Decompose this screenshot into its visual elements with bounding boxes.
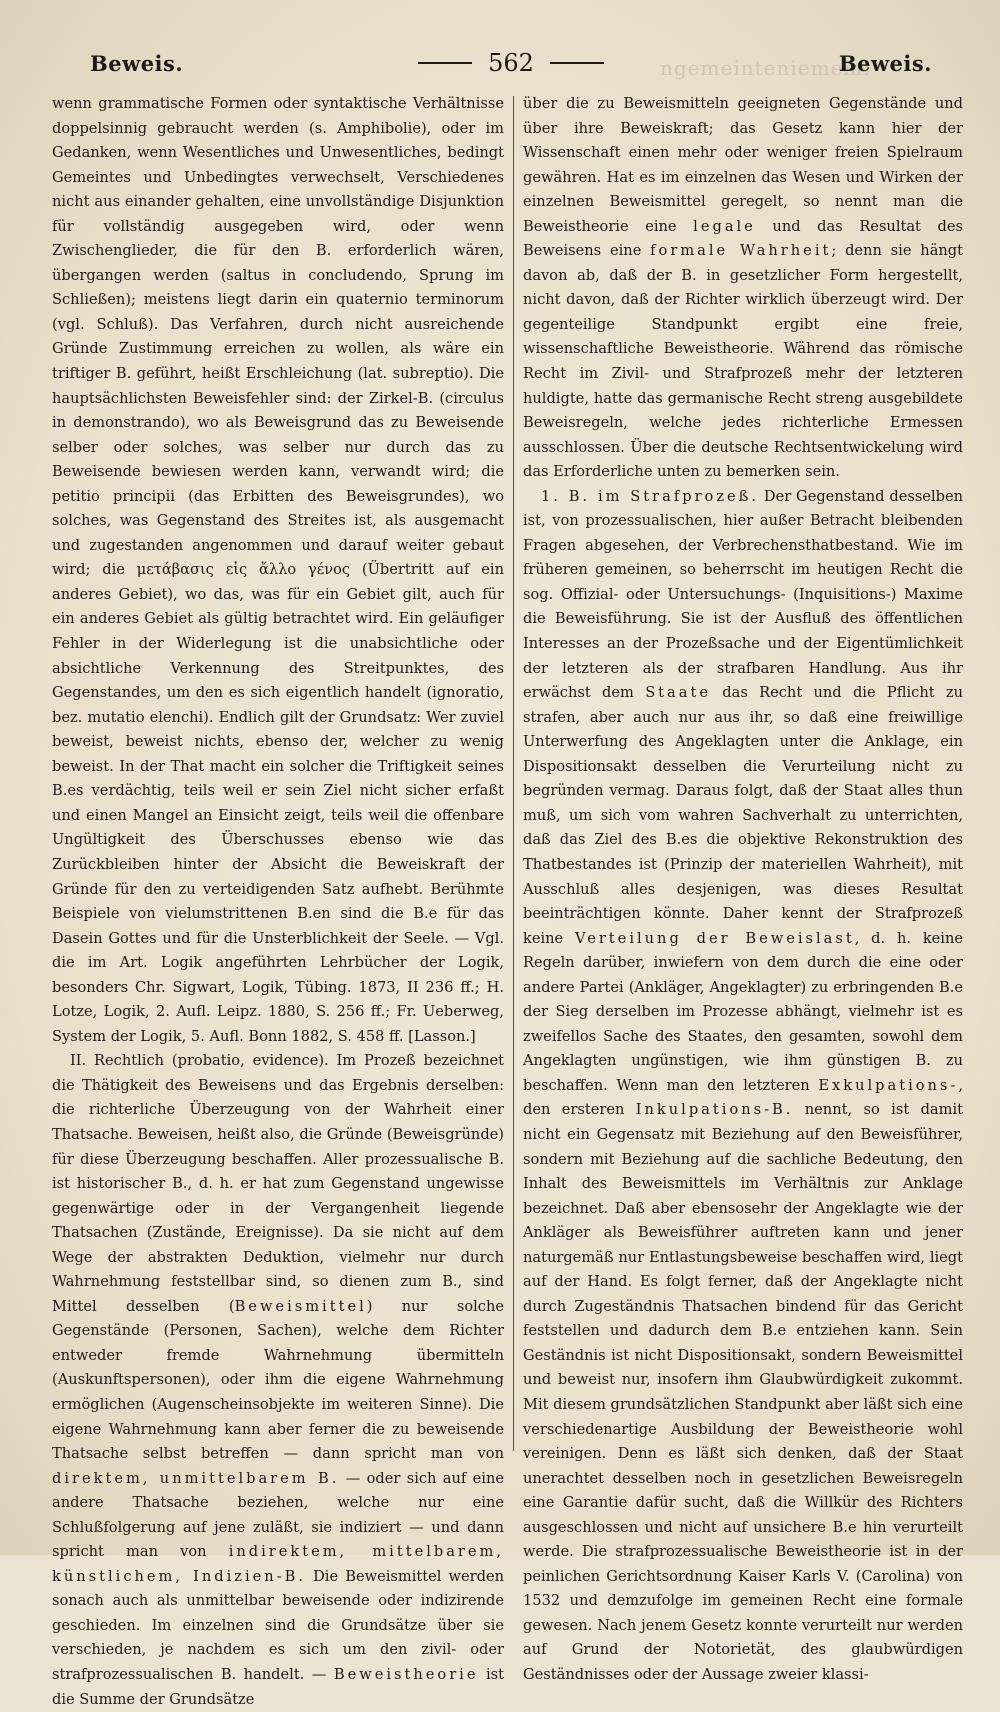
running-header (90, 40, 932, 86)
spaced-term: Beweistheorie (333, 1666, 479, 1683)
text-run: das Recht und die Pflicht zu strafen, aber auch nur aus ihr, so daß eine freiwillige Unterwerfung des Angeklagten unter die Anklage, ein Dispositionsakt desselben die Verurteilung nicht zu begründen vermag. Daraus folgt, daß der Staat alles thun muß, um sich vom wahren Sachverhalt zu unterrichten, daß das Ziel des B.es die objektive Rekonstruktion des Thatbestandes ist (Prinzip der materiellen Wahrheit), mit Ausschluß alles desjenigen, was dieses Resultat beeinträchtigen könnte. Daher kennt der Strafprozeß keine (523, 684, 963, 947)
header-rule-right (550, 62, 604, 64)
text-run: , d. h. keine Regeln darüber, inwiefern von dem durch die eine oder andere Partei (Ankläger, Angeklagter) zu erbringenden B.e der Sieg derselben im Prozesse abhängt, vielmehr ist es zweifellos Sache des Staates, den gesamten, sowohl dem Angeklagten ungünstigen, wie ihm günstigen B. zu beschaffen. Wenn man den letzteren (523, 929, 963, 1094)
text-run: (probatio, evidence). Im Prozeß bezeichnet die Thätigkeit des Beweisens und das Ergebnis derselben: die richterliche Überzeugung von der Wahrheit einer Thatsache. Beweisen, heißt also, die Gründe (Beweisgründe) für diese Überzeugung beschaffen. Aller prozessualische B. ist historischer B., d. h. er hat zum Gegenstand ungewisse gegenwärtige oder in der Vergangenheit liegende Thatsachen (Zustände, Ereignisse). Da sie nicht auf dem Wege der abstrakten Deduktion, vielmehr nur durch Wahrnehmung feststellbar sind, so dienen zum B., sind Mittel desselben ( (52, 1052, 505, 1315)
section-heading-strafprozess: 1. B. im Strafprozeß. (541, 487, 760, 505)
spaced-term: legale (693, 217, 756, 235)
left-column (52, 92, 505, 1708)
right-column (523, 92, 963, 1683)
page-number: 562 (488, 49, 534, 77)
spaced-term: formale Wahrheit (650, 242, 832, 260)
column-divider (513, 96, 514, 1451)
spaced-term: Staate (645, 684, 711, 702)
text-run: — oder sich auf eine andere Thatsache beziehen, welche nur eine Schlußfolgerung auf jene zuläßt, sie indiziert — und dann spricht man von (52, 1469, 504, 1561)
text-run: Die Beweismittel werden sonach auch als unmittelbar beweisende oder indizirende geschieden. Im einzelnen sind die Grundsätze über sie verschieden, je nachdem es sich um den zivil- oder strafprozessualischen B. handelt. — (52, 1567, 505, 1683)
header-left-word: Beweis. (90, 50, 184, 76)
text-run: nennt, so ist damit nicht ein Gegensatz mit Beziehung auf den Beweisführer, sondern mit Beziehung auf die sachliche Bedeutung, den Inhalt des Beweismittels im Verhältnis zur Anklage bezeichnet. Daß aber ebensosehr der Angeklagte wie der Ankläger als Beweisführer auftreten kann und jener naturgemäß nur Entlastungsbeweise beschaffen wird, liegt auf der Hand. Es folgt ferner, daß der Angeklagte nicht durch Zugeständnis Thatsachen bindend für das Gericht feststellen und dadurch dem B.e entziehen kann. Sein Geständnis ist nicht Dispositionsakt, sondern Beweismittel und beweist nur, insofern ihm Glaubwürdigkeit zukommt. Mit diesem grundsätzlichen Standpunkt aber läßt sich eine verschiedenartige Ausbildung der Beweistheorie wohl vereinigen. Denn es läßt sich denken, daß der Staat unerachtet desselben noch in gesetzlichen Beweisregeln eine Garantie dafür sucht, daß die Willkür des Richters ausgeschlossen und nicht auf unsichere B.e hin verurteilt werde. Die strafprozessualische Beweistheorie ist in der peinlichen Gerichtsordnung Kaiser Karls V. (Carolina) von 1532 und demzufolge im gemeinen Recht eine formale gewesen. Nach jenem Gesetz konnte verurteilt nur werden auf Grund der Notorietät, des glaubwürdigen Geständnisses oder der Aussage zweier klassi- (523, 1101, 963, 1683)
text-run: Der Gegenstand desselben ist, von prozessualischen, hier außer Betracht bleibenden Fragen abgesehen, der Verbrechensthatbestand. Wie im früheren gemeinen, so beherrscht im heutigen Recht die sog. Offizial- oder Untersuchungs- (Inquisitions-) Maxime die Beweisführung. Sie ist der Ausfluß des öffentlichen Interesses an der Prozeßsache und der Eigentümlichkeit der letzteren als der strafbaren Handlung. Aus ihr erwächst dem (523, 487, 963, 702)
bleed-through-text: ngemeinteniemem. (660, 56, 871, 80)
spaced-term: Beweismittel (234, 1297, 367, 1315)
header-rule-left (418, 62, 472, 64)
right-paragraph-2 (523, 485, 963, 1688)
spaced-term: Exkulpations- (818, 1076, 959, 1094)
section-heading-rechtlich: II. Rechtlich (70, 1052, 165, 1070)
spaced-term: indirektem, mittelbarem, künstlichem, Indizien-B. (52, 1543, 505, 1585)
spaced-term: direktem, unmittelbarem B. (52, 1469, 340, 1487)
text-run: und das Resultat des Beweisens eine (523, 217, 963, 260)
spaced-term: Inkulpations-B. (635, 1101, 794, 1119)
text-run: ) nur solche Gegenstände (Personen, Sachen), welche dem Richter entweder fremde Wahrnehmung übermitteln (Auskunftspersonen), oder ihm die eigene Wahrnehmung ermöglichen (Augenscheinsobjekte im weiteren Sinne). Die eigene Wahrnehmung kann aber ferner die zu beweisende Thatsache selbst betreffen — dann spricht man von (52, 1297, 504, 1463)
header-right-word: Beweis. (838, 50, 932, 76)
text-run: , den ersteren (523, 1076, 963, 1119)
spaced-term: Verteilung der Beweislast (575, 929, 855, 947)
text-run: ist die Summe der Grundsätze (52, 1666, 504, 1708)
left-paragraph-1: wenn grammatische Formen oder syntaktische Verhältnisse doppelsinnig gebraucht werden (s. Amphibolie), oder im Gedanken, wenn Wesentliches und Unwesentliches, bedingt Gemeintes und Unbedingtes verwechselt, Verschiedenes nicht aus einander gehalten, eine unvollständige Disjunktion für vollständig ausgegeben wird, oder wenn Zwischenglieder, die für den B. erforderlich wären, übergangen werden (saltus in concludendo, Sprung im Schließen); meistens liegt darin ein quaternio terminorum (vgl. Schluß). Das Verfahren, durch nicht ausreichende Gründe Zustimmung erreichen zu wollen, als wäre ein triftiger B. geführt, heißt Erschleichung (lat. subreptio). Die hauptsächlichsten Beweisfehler sind: der Zirkel-B. (circulus in demonstrando), wo als Beweisgrund das zu Beweisende selber oder solches, was selber nur durch das zu Beweisende bewiesen werden kann, verwandt wird; die petitio principii (das Erbitten des Beweisgrundes), wo solches, was Gegenstand des Streites ist, als ausgemacht und zugestanden angenommen und darauf weiter gebaut wird; die μετάβασις εἰς ἄλλο γένος (Übertritt auf ein anderes Gebiet), wo das, was für ein Gebiet gilt, auch für ein anderes Gebiet als gültig betrachtet wird. Ein geläufiger Fehler in der Widerlegung ist die unabsichtliche oder absichtliche Verkennung des Streitpunktes, des Gegenstandes, um den es sich eigentlich handelt (ignoratio, bez. mutatio elenchi). Endlich gilt der Grundsatz: Wer zuviel beweist, beweist nichts, ebenso der, welcher zu wenig beweist. In der That macht ein solcher die Triftigkeit seines B.es verdächtig, teils weil er sein Ziel nicht sicher erfaßt und einen Mangel an Einsicht zeigt, teils weil die offenbare Ungültigkeit des Überschusses ebenso wie das Zurückbleiben hinter der Absicht die Beweiskraft der Gründe für den zu verteidigenden Satz aufhebt. Berühmte Beispiele von vielumstrittenen B.en sind die B.e für das Dasein Gottes und für die Unsterblichkeit der Seele. — Vgl. die im Art. Logik angeführten Lehrbücher der Logik, besonders Chr. Sigwart, Logik, Tübing. 1873, II 236 ff.; H. Lotze, Logik, 2. Aufl. Leipz. 1880, S. 256 ff.; Fr. Ueberweg, System der Logik, 5. Aufl. Bonn 1882, S. 458 ff. [Lasson.] (52, 95, 504, 1045)
left-paragraph-2 (52, 1049, 504, 1712)
text-run: ; denn sie hängt davon ab, daß der B. in gesetzlicher Form hergestellt, nicht davon, daß der Richter wirklich überzeugt wird. Der gegenteilige Standpunkt ergibt eine freie, wissenschaftliche Beweistheorie. Während das römische Recht im Zivil- und Strafprozeß mehr der letzteren huldigte, hatte das germanische Recht streng ausgebildete Beweisregeln, welche jedes richterliche Ermessen ausschlossen. Über die deutsche Rechtsentwickelung wird das Erforderliche unten zu bemerken sein. (523, 242, 963, 481)
text-run: über die zu Beweismitteln geeigneten Gegenstände und über ihre Beweiskraft; das Gesetz kann hier der Wissenschaft einen mehr oder weniger freien Spielraum gewähren. Hat es im einzelnen das Wesen und Wirken der einzelnen Beweismittel geregelt, so nennt man die Beweistheorie eine (523, 95, 963, 235)
right-paragraph-1 (523, 92, 963, 485)
page-number-block (418, 49, 604, 77)
